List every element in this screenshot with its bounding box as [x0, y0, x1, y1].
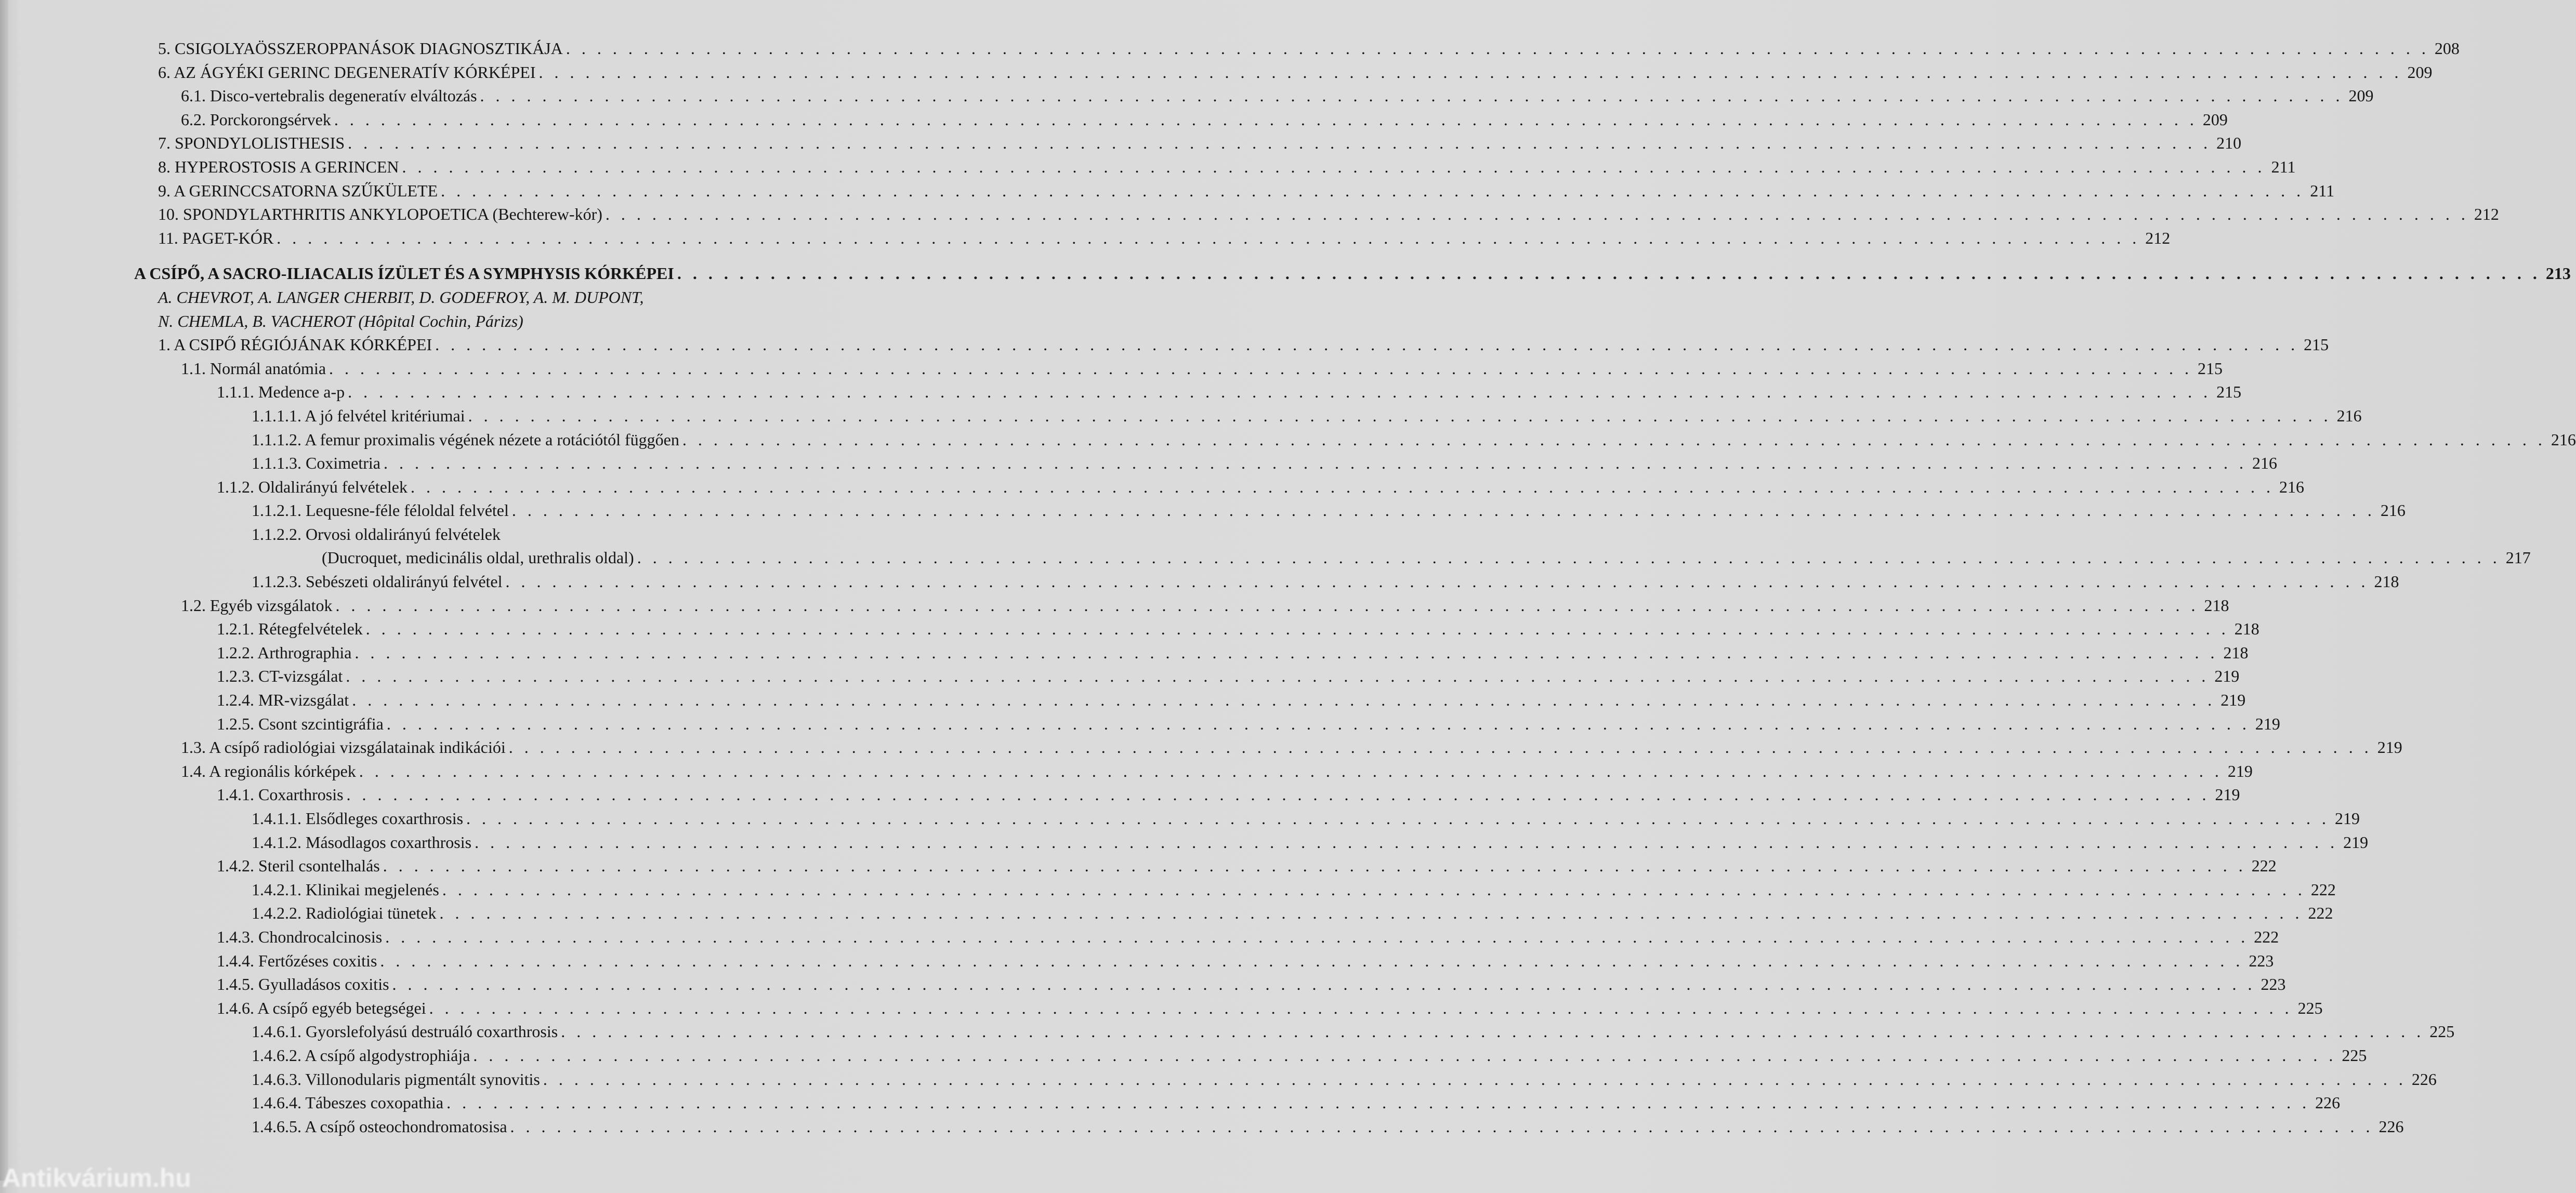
- toc-entry: [0, 1115, 2404, 1139]
- toc-entry: [0, 902, 2333, 925]
- toc-entry-title: 1.4.6.1. Gyorslefolyású destruáló coxarthrosis: [252, 1022, 558, 1041]
- toc-entry-title: 1.1.1. Medence a-p: [217, 382, 345, 402]
- toc-entry: [0, 404, 2362, 428]
- dot-leader: . . . . . . . . . . . . . . . . . . . . . . . . . . . . . . . . . . . . . . . . . . . . . . . . . . . . . . . . . . . . . . . . . . . . . . . . . . . . . . . . . . . . . . . . . . . . . . . . . . . . . . . . . . . . . . . . . . . . . . . .: [543, 1069, 2407, 1089]
- dot-leader: . . . . . . . . . . . . . . . . . . . . . . . . . . . . . . . . . . . . . . . . . . . . . . . . . . . . . . . . . . . . . . . . . . . . . . . . . . . . . . . . . . . . . . . . . . . . . . . . . . . . . . . . . . . . . . . . . . . . . . . .: [348, 134, 2212, 153]
- toc-entry: [0, 61, 2433, 85]
- dot-leader: . . . . . . . . . . . . . . . . . . . . . . . . . . . . . . . . . . . . . . . . . . . . . . . . . . . . . . . . . . . . . . . . . . . . . . . . . . . . . . . . . . . . . . . . . . . . . . . . . . . . . . . . . . . . . . . . . . . . . . . .: [346, 785, 2210, 804]
- toc-entry-page: 226: [2378, 1117, 2404, 1136]
- dot-leader: . . . . . . . . . . . . . . . . . . . . . . . . . . . . . . . . . . . . . . . . . . . . . . . . . . . . . . . . . . . . . . . . . . . . . . . . . . . . . . . . . . . . . . . . . . . . . . . . . . . . . . . . . . . . . . . . . . . . . . . .: [435, 335, 2299, 354]
- toc-entry-page: 213: [2545, 264, 2571, 283]
- toc-entry-page: 216: [2252, 454, 2277, 473]
- dot-leader: . . . . . . . . . . . . . . . . . . . . . . . . . . . . . . . . . . . . . . . . . . . . . . . . . . . . . . . . . . . . . . . . . . . . . . . . . . . . . . . . . . . . . . . . . . . . . . . . . . . . . . . . . . . . . . . . . . . . . . . .: [352, 691, 2216, 710]
- toc-entry-page: 219: [2343, 832, 2369, 852]
- toc-entry-title: 7. SPONDYLOLISTHESIS: [158, 134, 345, 153]
- toc-entry: [0, 523, 886, 547]
- toc-entry-title: 1.1.1.3. Coximetria: [252, 454, 380, 473]
- toc-entry: [0, 380, 2242, 404]
- toc-entry-title: A CSÍPŐ, A SACRO-ILIACALIS ÍZÜLET ÉS A SYMPHYSIS KÓRKÉPEI: [134, 264, 674, 283]
- toc-entry-page: 222: [2308, 904, 2333, 923]
- toc-entry-page: 216: [2551, 430, 2576, 449]
- toc-entry-title: A. CHEVROT, A. LANGER CHERBIT, D. GODEFROY, A. M. DUPONT,: [158, 287, 644, 307]
- toc-entry: [0, 783, 2240, 807]
- toc-entry: [0, 452, 2277, 475]
- toc-entry-title: 1.4.2.2. Radiológiai tünetek: [252, 904, 437, 923]
- toc-entry-title: 1.4.6. A csípő egyéb betegségei: [217, 998, 426, 1017]
- dot-leader: . . . . . . . . . . . . . . . . . . . . . . . . . . . . . . . . . . . . . . . . . . . . . . . . . . . . . . . . . . . . . . . . . . . . . . . . . . . . . . . . . . . . . . . . . . . . . . . . . . . . . . . . . . . . . . . . . . . . . . . .: [480, 86, 2344, 105]
- toc-entry: [0, 760, 2253, 784]
- toc-entry: [0, 997, 2323, 1020]
- toc-entry-title: 1.4.6.5. A csípő osteochondromatosisa: [252, 1117, 507, 1136]
- toc-entry-page: 215: [2304, 335, 2329, 354]
- toc-entry-title: 1.4.1.1. Elsődleges coxarthrosis: [252, 809, 464, 828]
- dot-leader: . . . . . . . . . . . . . . . . . . . . . . . . . . . . . . . . . . . . . . . . . . . . . . . . . . . . . . . . . . . . . . . . . . . . . . . . . . . . . . . . . . . . . . . . . . . . . . . . . . . . . . . . . . . . . . . . . . . . . . . .: [605, 205, 2469, 224]
- dot-leader: . . . . . . . . . . . . . . . . . . . . . . . . . . . . . . . . . . . . . . . . . . . . . . . . . . . . . . . . . . . . . . . . . . . . . . . . . . . . . . . . . . . . . . . . . . . . . . . . . . . . . . . . . . . . . . . . . . . . . . . .: [511, 501, 2375, 520]
- toc-entry-page: 219: [2377, 738, 2402, 757]
- toc-entry-page: 218: [2374, 572, 2399, 591]
- toc-entry-title: 1.1.2. Oldalirányú felvételek: [217, 477, 408, 496]
- dot-leader: . . . . . . . . . . . . . . . . . . . . . . . . . . . . . . . . . . . . . . . . . . . . . . . . . . . . . . . . . . . . . . . . . . . . . . . . . . . . . . . . . . . . . . . . . . . . . . . . . . . . . . . . . . . . . . . . . . . . . . . .: [442, 880, 2306, 899]
- toc-entry: [0, 1044, 2367, 1068]
- toc-entry: [0, 570, 2399, 594]
- toc-entry-title: 1.4.1.2. Másodlagos coxarthrosis: [252, 832, 472, 852]
- dot-leader: . . . . . . . . . . . . . . . . . . . . . . . . . . . . . . . . . . . . . . . . . . . . . . . . . . . . . . . . . . . . . . . . . . . . . . . . . . . . . . . . . . . . . . . . . . . . . . . . . . . . . . . . . . . . . . . . . . . . . . . .: [561, 1022, 2425, 1041]
- toc-entry-title: 1.4.3. Chondrocalcinosis: [217, 927, 383, 946]
- dot-leader: . . . . . . . . . . . . . . . . . . . . . . . . . . . . . . . . . . . . . . . . . . . . . . . . . . . . . . . . . . . . . . . . . . . . . . . . . . . . . . . . . . . . . . . . . . . . . . . . . . . . . . . . . . . . . . . . . . . . . . . .: [385, 927, 2249, 946]
- dot-leader: . . . . . . . . . . . . . . . . . . . . . . . . . . . . . . . . . . . . . . . . . . . . . . . . . . . . . . . . . . . . . . . . . . . . . . . . . . . . . . . . . . . . . . . . . . . . . . . . . . . . . . . . . . . . . . . . . . . . . . . .: [637, 548, 2501, 567]
- toc-entry-page: 212: [2145, 228, 2171, 247]
- toc-entry-page: 226: [2315, 1093, 2341, 1112]
- toc-entry: [0, 594, 2229, 618]
- dot-leader: . . . . . . . . . . . . . . . . . . . . . . . . . . . . . . . . . . . . . . . . . . . . . . . . . . . . . . . . . . . . . . . . . . . . . . . . . . . . . . . . . . . . . . . . . . . . . . . . . . . . . . . . . . . . . . . . . . . . . . . .: [475, 832, 2338, 852]
- toc-entry-page: 225: [2429, 1022, 2455, 1041]
- toc-entry-page: 219: [2214, 667, 2240, 686]
- dot-leader: . . . . . . . . . . . . . . . . . . . . . . . . . . . . . . . . . . . . . . . . . . . . . . . . . . . . . . . . . . . . . . . . . . . . . . . . . . . . . . . . . . . . . . . . . . . . . . . . . . . . . . . . . . . . . . . . . . . . . . . .: [335, 595, 2199, 615]
- toc-entry: [0, 712, 2280, 736]
- dot-leader: . . . . . . . . . . . . . . . . . . . . . . . . . . . . . . . . . . . . . . . . . . . . . . . . . . . . . . . . . . . . . . . . . . . . . . . . . . . . . . . . . . . . . . . . . . . . . . . . . . . . . . . . . . . . . . . . . . . . . . . .: [441, 181, 2305, 200]
- toc-entry-title: 1.2.5. Csont szcintigráfia: [217, 714, 384, 733]
- toc-entry-title: 1.4.4. Fertőzéses coxitis: [217, 951, 377, 970]
- toc-entry-title: 1.2. Egyéb vizsgálatok: [181, 595, 333, 615]
- toc-entry-page: 218: [2204, 595, 2229, 615]
- toc-entry: [0, 665, 2240, 688]
- toc-entry-page: 223: [2260, 975, 2286, 994]
- toc-entry: [0, 37, 2460, 61]
- dot-leader: . . . . . . . . . . . . . . . . . . . . . . . . . . . . . . . . . . . . . . . . . . . . . . . . . . . . . . . . . . . . . . . . . . . . . . . . . . . . . . . . . . . . . . . . . . . . . . . . . . . . . . . . . . . . . . . . . . . . . . . .: [510, 1117, 2374, 1136]
- toc-entry-title: 9. A GERINCCSATORNA SZŰKÜLETE: [158, 181, 438, 200]
- toc-entry-title: 1.2.1. Rétegfelvételek: [217, 619, 363, 639]
- toc-entry: [0, 475, 2304, 499]
- toc-entry: [0, 286, 886, 310]
- toc-entry-page: 226: [2411, 1069, 2437, 1089]
- toc-entry: [0, 84, 2374, 108]
- toc-entry: [0, 688, 2246, 712]
- dot-leader: . . . . . . . . . . . . . . . . . . . . . . . . . . . . . . . . . . . . . . . . . . . . . . . . . . . . . . . . . . . . . . . . . . . . . . . . . . . . . . . . . . . . . . . . . . . . . . . . . . . . . . . . . . . . . . . . . . . . . . . .: [277, 228, 2140, 247]
- toc-entry: [0, 428, 2576, 452]
- toc-entry-title: 1.2.3. CT-vizsgálat: [217, 667, 343, 686]
- dot-leader: . . . . . . . . . . . . . . . . . . . . . . . . . . . . . . . . . . . . . . . . . . . . . . . . . . . . . . . . . . . . . . . . . . . . . . . . . . . . . . . . . . . . . . . . . . . . . . . . . . . . . . . . . . . . . . . . . . . . . . . .: [334, 110, 2198, 129]
- toc-entry-page: 218: [2234, 619, 2259, 639]
- toc-entry: [0, 736, 2402, 760]
- dot-leader: . . . . . . . . . . . . . . . . . . . . . . . . . . . . . . . . . . . . . . . . . . . . . . . . . . . . . . . . . . . . . . . . . . . . . . . . . . . . . . . . . . . . . . . . . . . . . . . . . . . . . . . . . . . . . . . . . . . . . . . .: [383, 856, 2246, 876]
- dot-leader: . . . . . . . . . . . . . . . . . . . . . . . . . . . . . . . . . . . . . . . . . . . . . . . . . . . . . . . . . . . . . . . . . . . . . . . . . . . . . . . . . . . . . . . . . . . . . . . . . . . . . . . . . . . . . . . . . . . . . . . .: [468, 406, 2332, 425]
- dot-leader: . . . . . . . . . . . . . . . . . . . . . . . . . . . . . . . . . . . . . . . . . . . . . . . . . . . . . . . . . . . . . . . . . . . . . . . . . . . . . . . . . . . . . . . . . . . . . . . . . . . . . . . . . . . . . . . . . . . . . . . .: [439, 904, 2303, 923]
- toc-entry-title: 1.2.2. Arthrographia: [217, 643, 352, 662]
- toc-entry: [0, 357, 2223, 381]
- toc-entry: [0, 949, 2274, 973]
- toc-entry-page: 208: [2434, 39, 2460, 58]
- toc-entry: [0, 203, 2499, 227]
- toc-entry-page: 222: [2254, 927, 2279, 946]
- toc-entry: [0, 155, 2296, 179]
- toc-entry-title: 1.3. A csípő radiológiai vizsgálatainak indikációi: [181, 738, 506, 757]
- toc-entry-page: 216: [2279, 477, 2304, 496]
- dot-leader: . . . . . . . . . . . . . . . . . . . . . . . . . . . . . . . . . . . . . . . . . . . . . . . . . . . . . . . . . . . . . . . . . . . . . . . . . . . . . . . . . . . . . . . . . . . . . . . . . . . . . . . . . . . . . . . . . . . . . . . .: [508, 738, 2372, 757]
- toc-entry-page: 209: [2202, 110, 2228, 129]
- toc-entry: [0, 108, 2228, 132]
- toc-entry-title: 1.4.6.2. A csípő algodystrophiája: [252, 1045, 470, 1065]
- toc-entry: [0, 310, 886, 334]
- toc-entry-title: 1.4.5. Gyulladásos coxitis: [217, 975, 389, 994]
- toc-entry-page: 219: [2255, 714, 2280, 733]
- toc-entry: [0, 973, 2286, 997]
- toc-entry-page: 225: [2342, 1045, 2367, 1065]
- toc-entry-page: 211: [2271, 157, 2296, 176]
- dot-leader: . . . . . . . . . . . . . . . . . . . . . . . . . . . . . . . . . . . . . . . . . . . . . . . . . . . . . . . . . . . . . . . . . . . . . . . . . . . . . . . . . . . . . . . . . . . . . . . . . . . . . . . . . . . . . . . . . . . . . . . .: [380, 951, 2244, 970]
- toc-entry: [0, 499, 2406, 523]
- toc-entry-title: 1.1.1.2. A femur proximalis végének nézete a rotációtól függően: [252, 430, 679, 449]
- toc-entry-page: 209: [2407, 62, 2433, 82]
- toc-entry-title: 1.1.2.3. Sebészeti oldalirányú felvétel: [252, 572, 503, 591]
- toc-entry-page: 223: [2249, 951, 2274, 970]
- toc-entry-page: 219: [2335, 809, 2360, 828]
- toc-entry-page: 215: [2198, 359, 2223, 378]
- toc-entry-page: 217: [2505, 548, 2531, 567]
- toc-entry-title: 1.4.6.3. Villonodularis pigmentált synovitis: [252, 1069, 540, 1089]
- toc-entry-title: 6.2. Porckorongsérvek: [181, 110, 331, 129]
- toc-entry: [0, 831, 2369, 855]
- toc-entry: [0, 878, 2336, 902]
- dot-leader: . . . . . . . . . . . . . . . . . . . . . . . . . . . . . . . . . . . . . . . . . . . . . . . . . . . . . . . . . . . . . . . . . . . . . . . . . . . . . . . . . . . . . . . . . . . . . . . . . . . . . . . . . . . . . . . . . . . . . . . .: [365, 619, 2229, 639]
- dot-leader: . . . . . . . . . . . . . . . . . . . . . . . . . . . . . . . . . . . . . . . . . . . . . . . . . . . . . . . . . . . . . . . . . . . . . . . . . . . . . . . . . . . . . . . . . . . . . . . . . . . . . . . . . . . . . . . . . . . . . . . .: [346, 667, 2210, 686]
- dot-leader: . . . . . . . . . . . . . . . . . . . . . . . . . . . . . . . . . . . . . . . . . . . . . . . . . . . . . . . . . . . . . . . . . . . . . . . . . . . . . . . . . . . . . . . . . . . . . . . . . . . . . . . . . . . . . . . . . . . . . . . .: [329, 359, 2193, 378]
- toc-entry-page: 211: [2310, 181, 2335, 200]
- toc-entry: [0, 333, 2329, 357]
- toc-entry: [0, 807, 2360, 831]
- toc-entry-page: 219: [2220, 691, 2246, 710]
- dot-leader: . . . . . . . . . . . . . . . . . . . . . . . . . . . . . . . . . . . . . . . . . . . . . . . . . . . . . . . . . . . . . . . . . . . . . . . . . . . . . . . . . . . . . . . . . . . . . . . . . . . . . . . . . . . . . . . . . . . . . . . .: [566, 39, 2429, 58]
- toc-entry-page: 222: [2310, 880, 2336, 899]
- toc-entry-title: 1.4. A regionális kórképek: [181, 761, 356, 780]
- dot-leader: . . . . . . . . . . . . . . . . . . . . . . . . . . . . . . . . . . . . . . . . . . . . . . . . . . . . . . . . . . . . . . . . . . . . . . . . . . . . . . . . . . . . . . . . . . . . . . . . . . . . . . . . . . . . . . . . . . . . . . . .: [410, 477, 2274, 496]
- toc-entry-title: 1.1.2.2. Orvosi oldalirányú felvételek: [252, 524, 501, 544]
- toc-entry-page: 216: [2336, 406, 2362, 425]
- dot-leader: . . . . . . . . . . . . . . . . . . . . . . . . . . . . . . . . . . . . . . . . . . . . . . . . . . . . . . . . . . . . . . . . . . . . . . . . . . . . . . . . . . . . . . . . . . . . . . . . . . . . . . . . . . . . . . . . . . . . . . . .: [392, 975, 2256, 994]
- toc-entry: [0, 131, 2242, 155]
- toc-entry-title: 1.4.1. Coxarthrosis: [217, 785, 344, 804]
- toc-entry-title: 1.4.6.4. Tábeszes coxopathia: [252, 1093, 444, 1112]
- toc-entry-page: 219: [2227, 761, 2253, 780]
- toc-entry: [0, 854, 2277, 878]
- toc-entry-title: N. CHEMLA, B. VACHEROT (Hôpital Cochin, Párizs): [158, 311, 523, 330]
- toc-entry-title: 10. SPONDYLARTHRITIS ANKYLOPOETICA (Bechterew-kór): [158, 205, 602, 224]
- toc-entry-page: 225: [2297, 998, 2323, 1017]
- toc-entry-title: 6. AZ ÁGYÉKI GERINC DEGENERATÍV KÓRKÉPEI: [158, 62, 536, 82]
- toc-entry-page: 210: [2216, 134, 2242, 153]
- dot-leader: . . . . . . . . . . . . . . . . . . . . . . . . . . . . . . . . . . . . . . . . . . . . . . . . . . . . . . . . . . . . . . . . . . . . . . . . . . . . . . . . . . . . . . . . . . . . . . . . . . . . . . . . . . . . . . . . . . . . . . . .: [682, 430, 2546, 449]
- toc-entry-title: 1.4.2. Steril csontelhalás: [217, 856, 380, 876]
- watermark: Antikvárium.hu: [2, 1163, 191, 1192]
- dot-leader: . . . . . . . . . . . . . . . . . . . . . . . . . . . . . . . . . . . . . . . . . . . . . . . . . . . . . . . . . . . . . . . . . . . . . . . . . . . . . . . . . . . . . . . . . . . . . . . . . . . . . . . . . . . . . . . . . . . . . . . .: [383, 454, 2247, 473]
- toc-entry-page: 215: [2216, 382, 2242, 402]
- toc-entry-title: 1. A CSIPŐ RÉGIÓJÁNAK KÓRKÉPEI: [158, 335, 432, 354]
- toc-entry: [0, 1091, 2341, 1115]
- toc-entry-page: 219: [2215, 785, 2240, 804]
- toc-entry: [0, 546, 2531, 570]
- toc-entry-title: 5. CSIGOLYAÖSSZEROPPANÁSOK DIAGNOSZTIKÁJA: [158, 39, 563, 58]
- toc-entry-title: 6.1. Disco-vertebralis degeneratív elváltozás: [181, 86, 477, 105]
- dot-leader: . . . . . . . . . . . . . . . . . . . . . . . . . . . . . . . . . . . . . . . . . . . . . . . . . . . . . . . . . . . . . . . . . . . . . . . . . . . . . . . . . . . . . . . . . . . . . . . . . . . . . . . . . . . . . . . . . . . . . . . .: [473, 1045, 2337, 1065]
- toc-entry: [0, 227, 2171, 250]
- toc-entry-page: 209: [2348, 86, 2374, 105]
- dot-leader: . . . . . . . . . . . . . . . . . . . . . . . . . . . . . . . . . . . . . . . . . . . . . . . . . . . . . . . . . . . . . . . . . . . . . . . . . . . . . . . . . . . . . . . . . . . . . . . . . . . . . . . . . . . . . . . . . . . . . . . .: [429, 998, 2293, 1017]
- toc-entry: [0, 1068, 2437, 1092]
- toc-entry: [0, 262, 2571, 286]
- toc-entry-title: 8. HYPEROSTOSIS A GERINCEN: [158, 157, 399, 176]
- toc-entry-page: 218: [2223, 643, 2249, 662]
- toc-entry: [0, 925, 2279, 949]
- dot-leader: . . . . . . . . . . . . . . . . . . . . . . . . . . . . . . . . . . . . . . . . . . . . . . . . . . . . . . . . . . . . . . . . . . . . . . . . . . . . . . . . . . . . . . . . . . . . . . . . . . . . . . . . . . . . . . . . . . . . . . . .: [677, 264, 2541, 283]
- toc-entry-title: 1.1.2.1. Lequesne-féle féloldal felvétel: [252, 501, 509, 520]
- dot-leader: . . . . . . . . . . . . . . . . . . . . . . . . . . . . . . . . . . . . . . . . . . . . . . . . . . . . . . . . . . . . . . . . . . . . . . . . . . . . . . . . . . . . . . . . . . . . . . . . . . . . . . . . . . . . . . . . . . . . . . . .: [354, 643, 2218, 662]
- dot-leader: . . . . . . . . . . . . . . . . . . . . . . . . . . . . . . . . . . . . . . . . . . . . . . . . . . . . . . . . . . . . . . . . . . . . . . . . . . . . . . . . . . . . . . . . . . . . . . . . . . . . . . . . . . . . . . . . . . . . . . . .: [348, 382, 2212, 402]
- dot-leader: . . . . . . . . . . . . . . . . . . . . . . . . . . . . . . . . . . . . . . . . . . . . . . . . . . . . . . . . . . . . . . . . . . . . . . . . . . . . . . . . . . . . . . . . . . . . . . . . . . . . . . . . . . . . . . . . . . . . . . . .: [402, 157, 2266, 176]
- toc-entry-page: 222: [2251, 856, 2277, 876]
- toc-entry-page: 216: [2380, 501, 2406, 520]
- toc-entry: [0, 179, 2335, 203]
- toc-entry: [0, 641, 2249, 665]
- toc-entry-title: 1.4.2.1. Klinikai megjelenés: [252, 880, 439, 899]
- toc-entry: [0, 617, 2259, 641]
- dot-leader: . . . . . . . . . . . . . . . . . . . . . . . . . . . . . . . . . . . . . . . . . . . . . . . . . . . . . . . . . . . . . . . . . . . . . . . . . . . . . . . . . . . . . . . . . . . . . . . . . . . . . . . . . . . . . . . . . . . . . . . .: [446, 1093, 2310, 1112]
- dot-leader: . . . . . . . . . . . . . . . . . . . . . . . . . . . . . . . . . . . . . . . . . . . . . . . . . . . . . . . . . . . . . . . . . . . . . . . . . . . . . . . . . . . . . . . . . . . . . . . . . . . . . . . . . . . . . . . . . . . . . . . .: [538, 62, 2402, 82]
- toc-entry-title: 1.2.4. MR-vizsgálat: [217, 691, 349, 710]
- table-of-contents: [0, 37, 2576, 1138]
- toc-entry-title: 1.1. Normál anatómia: [181, 359, 326, 378]
- toc-entry-page: 212: [2474, 205, 2499, 224]
- dot-leader: . . . . . . . . . . . . . . . . . . . . . . . . . . . . . . . . . . . . . . . . . . . . . . . . . . . . . . . . . . . . . . . . . . . . . . . . . . . . . . . . . . . . . . . . . . . . . . . . . . . . . . . . . . . . . . . . . . . . . . . .: [466, 809, 2330, 828]
- dot-leader: . . . . . . . . . . . . . . . . . . . . . . . . . . . . . . . . . . . . . . . . . . . . . . . . . . . . . . . . . . . . . . . . . . . . . . . . . . . . . . . . . . . . . . . . . . . . . . . . . . . . . . . . . . . . . . . . . . . . . . . .: [505, 572, 2369, 591]
- dot-leader: . . . . . . . . . . . . . . . . . . . . . . . . . . . . . . . . . . . . . . . . . . . . . . . . . . . . . . . . . . . . . . . . . . . . . . . . . . . . . . . . . . . . . . . . . . . . . . . . . . . . . . . . . . . . . . . . . . . . . . . .: [359, 761, 2223, 780]
- toc-entry-title: (Ducroquet, medicinális oldal, urethralis oldal): [322, 548, 634, 567]
- toc-entry-title: 1.1.1.1. A jó felvétel kritériumai: [252, 406, 465, 425]
- toc-entry-title: 11. PAGET-KÓR: [158, 228, 274, 247]
- dot-leader: . . . . . . . . . . . . . . . . . . . . . . . . . . . . . . . . . . . . . . . . . . . . . . . . . . . . . . . . . . . . . . . . . . . . . . . . . . . . . . . . . . . . . . . . . . . . . . . . . . . . . . . . . . . . . . . . . . . . . . . .: [386, 714, 2250, 733]
- toc-entry: [0, 1020, 2455, 1044]
